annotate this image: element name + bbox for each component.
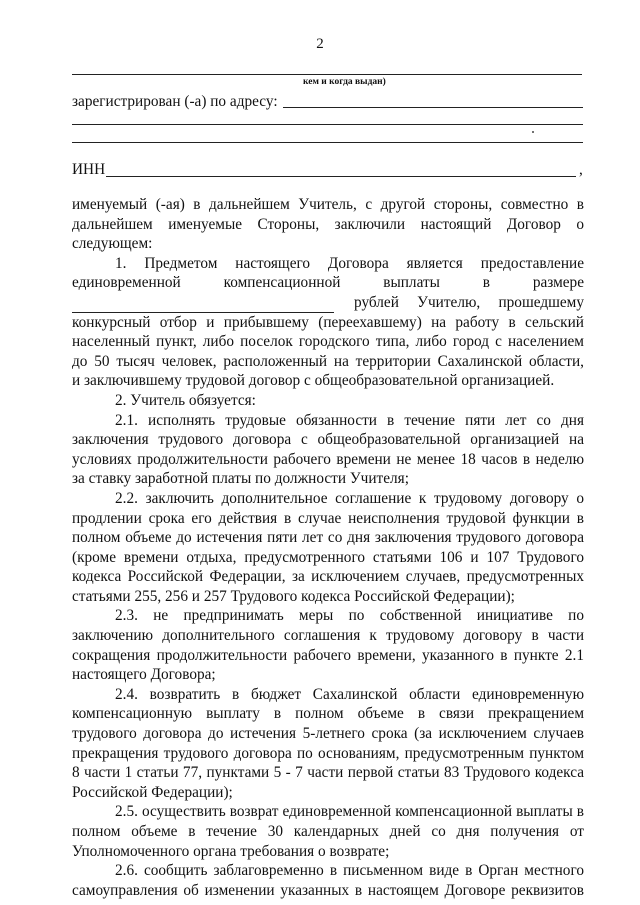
inn-label: ИНН bbox=[72, 161, 106, 178]
item1-line: до 50 тысяч человек, расположенный на территории Сахалинской области, bbox=[72, 352, 584, 370]
intro-line: именуемый (-ая) в дальнейшем Учитель, с другой стороны, совместно в bbox=[72, 196, 584, 213]
contract-body bbox=[72, 195, 584, 900]
item2-4-line: Российской Федерации); bbox=[72, 783, 233, 801]
item2-5-line: 2.5. осуществить возврат единовременной компенсационной выплаты в bbox=[115, 803, 584, 821]
item2-5-line: Уполномоченного органа требования о возврате; bbox=[72, 842, 390, 860]
address-label: зарегистрирован (-а) по адресу: bbox=[72, 93, 278, 110]
item1-amount-line bbox=[72, 293, 584, 313]
page-number: 2 bbox=[316, 36, 324, 52]
address-fill-line-3 bbox=[72, 142, 583, 143]
item2-1-line: условиях продолжительности рабочего времени не менее 18 часов в неделю bbox=[72, 450, 584, 468]
item2-3-line: сокращения продолжительности рабочего времени, указанного в пункте 2.1 bbox=[72, 646, 584, 664]
item2-2-line: (кроме времени отдыха, предусмотренного статьями 106 и 107 Трудового bbox=[72, 548, 584, 566]
item2-3-line: 2.3. не предпринимать меры по собственной инициативе по bbox=[115, 607, 584, 625]
item2-3-line: настоящего Договора; bbox=[72, 666, 216, 684]
item2-1-line: 2.1. исполнять трудовые обязанности в течение пяти лет со дня bbox=[115, 411, 584, 429]
item2-4-line: 2.4. возвратить в бюджет Сахалинской области единовременную bbox=[115, 685, 584, 703]
item1-line: и заключившему трудовой договор с общеобразовательной организацией. bbox=[72, 372, 555, 390]
item2-2-line: продлении срока его действия в случае неисполнения трудовой функции в bbox=[72, 509, 584, 527]
item1-line: 1. Предметом настоящего Договора является предоставление bbox=[115, 254, 584, 272]
item2-heading: 2. Учитель обязуется: bbox=[115, 391, 256, 409]
intro-line: следующем: bbox=[72, 235, 153, 253]
address-fill-line-1 bbox=[283, 107, 583, 108]
item2-4-line: трудового договора до истечения 5-летнего срока (за исключением случаев bbox=[72, 725, 584, 743]
item1-line: единовременной компенсационной выплаты в размере bbox=[72, 274, 584, 292]
item1-line: рублей Учителю, прошедшему bbox=[354, 293, 584, 311]
inn-fill-line bbox=[106, 176, 576, 177]
item2-4-line: 8 части 1 статьи 77, пунктами 5 - 7 части первой статьи 83 Трудового кодекса bbox=[72, 764, 584, 782]
item2-4-line: компенсационную выплату в полном объеме в связи прекращением bbox=[72, 705, 584, 723]
item2-1-line: за ставку заработной платы по должности Учителя; bbox=[72, 470, 409, 488]
item1-line: населенный пункт, либо поселок городского типа, либо город с населением bbox=[72, 333, 584, 351]
item2-3-line: заключению дополнительного соглашения к трудовому договору в части bbox=[72, 627, 584, 645]
issued-caption: кем и когда выдан) bbox=[303, 77, 386, 87]
item2-4-line: прекращения трудового договора по основаниям, предусмотренным пунктом bbox=[72, 744, 584, 762]
inn-comma: , bbox=[579, 161, 583, 178]
item2-6-line: самоуправления об изменении указанных в настоящем Договоре реквизитов bbox=[72, 881, 584, 899]
item2-6-line: 2.6. сообщить заблаговременно в письменном виде в Орган местного bbox=[115, 862, 584, 880]
scan-speck bbox=[532, 131, 534, 133]
item1-line: конкурсный отбор и прибывшему (переехавшему) на работу в сельский bbox=[72, 313, 584, 331]
item2-2-line: кодекса Российской Федерации, за исключением случаев, предусмотренных bbox=[72, 568, 584, 586]
passport-fill-line bbox=[72, 74, 582, 75]
item2-5-line: полном объеме в течение 30 календарных дней со дня получения от bbox=[72, 823, 584, 840]
item2-2-line: 2.2. заключить дополнительное соглашение к трудовому договору о bbox=[115, 489, 584, 507]
amount-fill-line bbox=[72, 298, 334, 313]
item2-2-line: полном объеме до истечения пяти лет со дня заключения трудового договора bbox=[72, 529, 584, 547]
intro-line: дальнейшем именуемые Стороны, заключили настоящий Договор о bbox=[72, 215, 584, 233]
item2-1-line: заключения трудового договора с общеобразовательной организацией на bbox=[72, 431, 584, 449]
address-fill-line-2 bbox=[72, 124, 583, 125]
item2-2-line: статьями 255, 256 и 257 Трудового кодекса Российской Федерации); bbox=[72, 587, 515, 605]
